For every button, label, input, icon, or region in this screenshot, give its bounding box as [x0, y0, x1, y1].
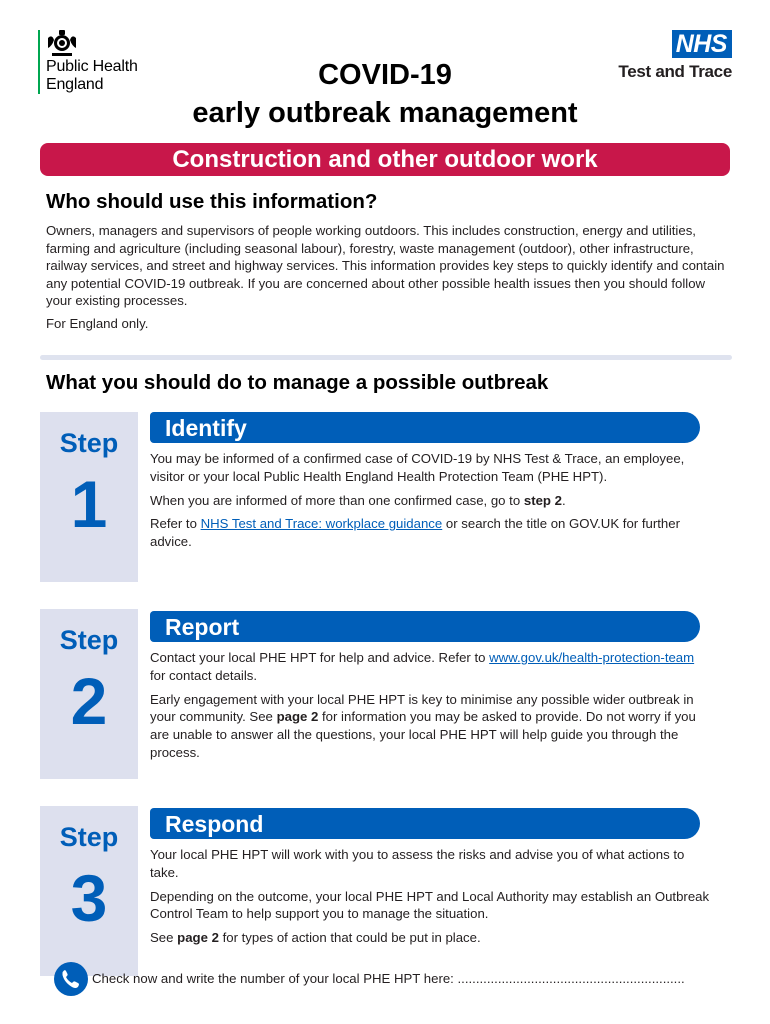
step-2-para-1 — [150, 649, 710, 685]
sector-banner: Construction and other outdoor work — [40, 143, 730, 176]
step-3-word: Step — [59, 822, 119, 852]
step-1-para-2-end: . — [561, 492, 566, 508]
workplace-guidance-link[interactable]: NHS Test and Trace: workplace guidance — [200, 516, 443, 532]
step-3-title: Respond — [150, 808, 700, 839]
step-1-para-3 — [150, 515, 710, 551]
step-3-para-3-text: See — [150, 930, 178, 946]
step-1-para-3-end: or search the title on GOV.UK for further advice. — [150, 516, 680, 550]
step-2-title: Report — [150, 611, 700, 642]
step-1-box — [40, 412, 138, 582]
england-only-note: For England only. — [46, 316, 149, 331]
footer-text: Check now and write the number of your local PHE HPT here: .............................................................. — [92, 971, 685, 986]
phe-logo-line1: Public Health — [46, 58, 138, 75]
step-2-para-2-end: for information you may be asked to provide. Do not worry if you are unable to answer all the questions, your local PHE HPT will help guide you through the process. — [150, 709, 696, 760]
step-3-para-3-end: for types of action that could be put in place. — [218, 930, 481, 946]
phe-logo — [38, 28, 82, 58]
page-2-reference-2: page 2 — [177, 930, 219, 946]
step-1-title: Identify — [150, 412, 700, 443]
step-2-para-2 — [150, 691, 710, 762]
step-3-para-2: Depending on the outcome, your local PHE HPT and Local Authority may establish an Outbreak Control Team to help support you to manage the situation. — [150, 888, 710, 922]
step-2-word: Step — [59, 625, 119, 655]
step-1-number: 1 — [70, 467, 108, 541]
nhs-logo-mark: NHS — [672, 30, 732, 58]
step-1-para-3-text: Refer to — [150, 516, 201, 532]
phone-icon — [54, 962, 88, 996]
step-3-number: 3 — [70, 861, 108, 935]
step-2-body — [150, 649, 710, 768]
step-2-reference: step 2 — [523, 492, 562, 508]
who-body: Owners, managers and supervisors of people working outdoors. This includes construction, energy and utilities, farming and agriculture (including seasonal labour), forestry, waste management (outdoor), other infrastructure, railway services, and street and highway services. This information provides key steps to quickly identify and contain any potential COVID-19 outbreak. If you are concerned about other possible health issues then you should follow your existing processes. — [46, 223, 725, 309]
title-line1: COVID-19 — [318, 59, 452, 91]
page-2-reference: page 2 — [276, 709, 319, 725]
step-1-para-2 — [150, 492, 710, 510]
nhs-logo-subtitle: Test and Trace — [618, 62, 732, 81]
step-3-para-1: Your local PHE HPT will work with you to assess the risks and advise you of what actions to take. — [150, 847, 685, 880]
royal-crest-icon — [42, 28, 82, 58]
step-1-para-1: You may be informed of a confirmed case of COVID-19 by NHS Test & Trace, an employee, visitor or your local Public Health England Health Protection Team (PHE HPT). — [150, 451, 685, 484]
step-2-box — [40, 609, 138, 779]
step-1-body — [150, 450, 710, 557]
manage-heading: What you should do to manage a possible outbreak — [46, 371, 549, 394]
who-heading: Who should use this information? — [46, 190, 378, 213]
health-protection-team-link[interactable]: www.gov.uk/health-protection-team — [489, 650, 695, 665]
step-3-box — [40, 806, 138, 976]
step-3-body — [150, 846, 710, 953]
document-title — [0, 56, 770, 132]
step-2-number: 2 — [70, 664, 108, 738]
step-3-para-3 — [150, 929, 710, 947]
step-1-para-2-text: When you are informed of more than one confirmed case, go to — [150, 492, 524, 508]
step-1-word: Step — [59, 428, 119, 458]
phe-logo-line2: England — [46, 76, 104, 93]
title-line2: early outbreak management — [192, 97, 578, 129]
section-divider — [40, 355, 732, 360]
step-2-para-1-text: Contact your local PHE HPT for help and advice. Refer to — [150, 650, 490, 665]
step-2-para-2-text: Early engagement with your local PHE HPT is key to minimise any possible wider outbreak in your community. See — [150, 691, 694, 725]
step-2-para-1-end: for contact details. — [150, 667, 258, 683]
footer-callout — [54, 962, 744, 996]
